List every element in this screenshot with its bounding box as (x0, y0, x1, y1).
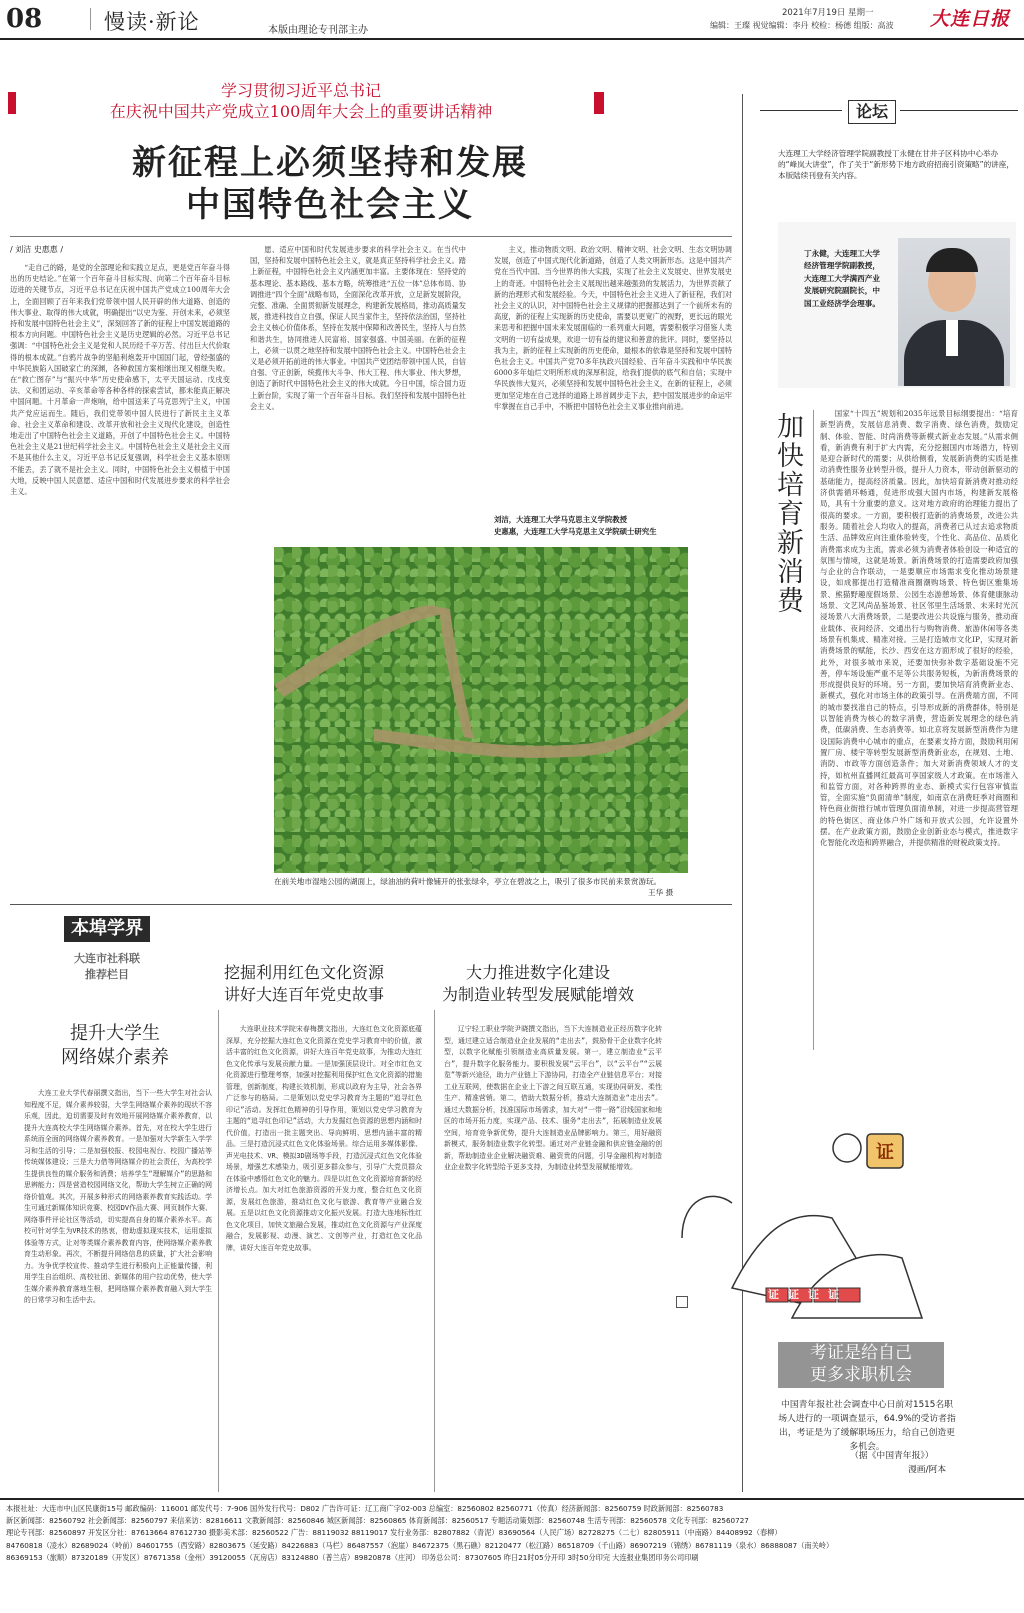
banner-line-1: 学习贯彻习近平总书记 (220, 81, 381, 100)
cartoon-text: 中国青年报社社会调查中心日前对1515名职场人进行的一项调查显示，64.9%的受访者指出，考证是为了缓解职场压力，给自己创造更多机会。 (778, 1400, 956, 1452)
lotus-photo (274, 547, 688, 873)
article-2-paragraph: 大连职业技术学院宋春梅撰文指出，大连红色文化资源底蕴深厚，充分挖掘大连红色文化资源在党史学习教育中的价值，激活丰富的红色文化资源，讲好大连百年党史故事，为推动大连红色文化传承与发展贡献力量。一是加强顶层设计。对全市红色文化资源进行整理考察，加强对挖掘利用保护红色文化资源的措施管理，创新制度，构建长效机制，形成以政府为主导，社会各界广泛参与的格局。二是策划以党史学习教育为主题的“追寻红色印记”活动。发挥红色精神的引导作用，策划以党史学习教育为主题的“追寻红色印记”活动，大力发掘红色资源的思想内涵和时代价值，打造出一批主题突出、导向鲜明、思想内涵丰富的精品。三是打造沉浸式红色文化体验场景。综合运用多媒体影像、声光电技术、VR、模拟3D剧场等手段，打造沉浸式红色文化体验场景，增强艺术感染力，吸引更多群众参与，引导广大党员群众在体验中感悟红色文化的魅力。四是以红色文化资源培育新的经济增长点。加大对红色旅游资源的开发力度，整合红色文化资源，发展红色旅游，推动红色文化与旅游、教育等产业融合发展。五是以红色文化资源推动文化振兴发展。打造大连地标性红色文化项目，加快文旅融合发展，推动红色文化资源与产业深度融合，发展影视、动漫、演艺、文创等产业，打造红色文化品牌，讲好大连百年党史故事。 (226, 1025, 422, 1252)
cartoon-headline-box (778, 1342, 944, 1388)
cartoon-credit: 漫画/阿本 (908, 1465, 947, 1475)
issue-date: 2021年7月19日 星期一 (782, 8, 874, 18)
article-3-title-line-2: 为制造业转型发展赋能增效 (441, 985, 634, 1004)
lead-paragraph-col1: “走自己的路，是党的全部理论和实践立足点，更是党百年奋斗得出的历史结论。”在第一个百年奋斗目标实现、向第二个百年奋斗目标迈进的关键节点，习近平总书记在庆祝中国共产党成立100周年大会上，全面回顾了百年来我们党带领中国人民开辟的伟大道路、创造的伟大事业、取得的伟大成就，明确提出“以史为鉴、开创未来，必须坚持和发展中国特色社会主义”，深刻回答了新的征程上中国发展道路的根本方向问题。中国特色社会主义是历史逻辑的必然。习近平总书记强调：“中国特色社会主义是党和人民历经千辛万苦、付出巨大代价取得的根本成就。”自鸦片战争的坚船利炮轰开中国国门起，曾经强盛的中华民族陷入国破家亡的深渊，各种救国方案相继出现又相继失败。在“救亡图存”与“振兴中华”历史使命感下，太平天国运动、戊戌变法、义和团运动、辛亥革命等各种各样的探索尝试，都未能真正解决中国问题。十月革命一声炮响，给中国送来了马克思列宁主义，中国共产党应运而生。随后，我们党带领中国人民进行了新民主主义革命、社会主义革命和建设、改革开放和社会主义现代化建设，创造性地走出了中国特色社会主义道路，开创了中国特色社会主义。中国特色社会主义是21世纪科学社会主义。中国特色社会主义是社会主义而不是其他什么主义，习近平总书记反复强调，科学社会主义基本原则不能丢，丢了就不是社会主义。同时，中国特色社会主义根植于中国大地，反映中国人民意愿、适应中国和时代发展进步要求的科学社会主义。 (10, 263, 230, 497)
article-1-body (24, 1088, 212, 1492)
lead-author-1: 刘洁，大连理工大学马克思主义学院教授 (494, 515, 628, 524)
footer-line-2: 新区新闻部：82560792 社会新闻部：82560797 来信来访：82816611 文教新闻部：82560846 城区新闻部：82560865 体育新闻部：82560517 专题活动策划部：82560748 生活专刊部：82560578 文化专刊部：82560727 (6, 1516, 749, 1526)
article-3-paragraph: 辽宁轻工职业学院尹晓撰文指出，当下大连制造业正经历数字化转型，通过建立适合制造业企业发展的“走出去”，鼓励骨干企业数字化转型，以数字化赋能引领制造业高质量发展。第一，建立制造业“云平台”，提升数字化服务能力。要积极发展“云平台”，以“云平台”“云展览”等新兴途径，助力产业链上下游协同，打造全产业链信息平台；对接工业互联网，使数据在企业上下游之间互联互通，实现协同研发、柔性生产、精准营销。第二，借助大数据分析，推动大连制造业“走出去”。通过大数据分析，找准国际市场需求，加大对“一带一路”沿线国家和地区的市场开拓力度，实现产品、技术、服务“走出去”，拓展制造业发展空间，培育竞争新优势，提升大连制造业品牌影响力。第三，用好融资新模式，服务制造业数字化转型。通过对产业链金融和供应链金融的创新，帮助制造业企业解决融资难、融资贵的问题，引导金融机构对制造业企业数字化转型给予更多支持，为制造业转型发展赋能增效。 (444, 1025, 662, 1171)
cartoon-title-line-2: 更多求职机会 (810, 1365, 912, 1385)
article-3-body (444, 1024, 662, 1492)
article-3-title (420, 962, 656, 1006)
boardwalk-illustration (274, 547, 688, 873)
lead-headline (60, 142, 600, 226)
editors-line: 编辑：王璨 视觉编辑：李丹 校检：杨德 组版：高波 (710, 21, 894, 30)
luntan-paragraph: 国家“十四五”规划和2035年远景目标纲要提出：“培育新型消费，发展信息消费、数字消费、绿色消费，鼓励定制、体验、智能、时尚消费等新模式新业态发展。”从需求侧看，新消费有利于扩大内需，充分挖掘国内市场潜力，特别是迎合新时代的需要；从供给侧看，发展新消费的实质是推动消费性服务业转型升级，提升人力资本，带动创新驱动的基础能力，提高经济质量。因此，加快培育新消费对推动经济供需循环畅通，促进形成强大国内市场，构建新发展格局，具有十分重要的意义。这对地方政府的治理能力提出了很高的要求。一方面，要积极打造新的消费场景，改进公共服务。随着社会人均收入的提高，消费者已从过去追求物质生活、品牌效应向注重体验转变，个性化、高品位、品质化消费需求成为主流，需求必须为消费者体验创设一种适宜的氛围与情境，这就是场景。新消费场景的打造需要政府加强与企业的合作联动，一是要顺应市场需求变化推动场景建设，如成都提出打造精准商圈潮购场景、特色街区雅集场景、熊猫野趣度假场景、公园生态游憩场景、体育健康脉动场景、文艺风尚品鉴场景、社区邻里生活场景、未来时光沉浸场景八大消费场景，二是要改进公共设施与服务，推动商业载体、夜间经济、交通出行与购物消费、旅游休闲等各类场景有机集成、精准对接。三是打造城市文化IP，实现对新消费场景的赋能，长沙、西安在这方面形成了很好的经验，此外，对很多城市来说，还要加快弥补数字基础设施不完善，停车场设施严重不足等公共服务短板，为新消费场景的形成提供良好的环境。另一方面，要加快培育消费新业态、新模式，强化对市场主体的政策引导。在消费端方面，不同的城市要找准自己的特点，引导形成新的消费群体，特别是以智能消费为核心的数字消费，营造新发展理念的绿色消费，低碳消费、生态消费等。如北京将发展新型消费作为建设国际消费中心城市的重点，在要素支持方面，鼓励利用闲置厂房、楼宇等转型发展新型消费新业态，在规划、土地、消防、市政等方面创造条件；加大对新消费领域人才的支持，如杭州直播网红最高可享国家级人才政策。在市场准入和监管方面，对各种跨界的业态、新模式实行包容审慎监管，全面实施“负面清单”制度，如南京在消费旺季对商圈和特色商业街推行城市管理负面清单制，对进一步提高营管理的特色街区、商业体户外广场和开放式公园，允许设置外摆。在产业政策方面，鼓励企业创新业态与模式，推进数字化智能化改造和跨界融合，并提供精准的财税政策支持。 (820, 409, 1018, 848)
lead-title-line-2: 中国特色社会主义 (186, 185, 474, 225)
profile-box (778, 222, 1016, 388)
luntan-intro: 大连理工大学经济管理学院副教授丁永健在甘井子区科协中心举办的“峰岚大讲堂”，作了关于“新形势下地方政府招商引资策略”的讲座，本版陆续刊登有关内容。 (778, 149, 1014, 180)
profile-text: 丁永健，大连理工大学经济管理学院副教授，大连理工大学满西产业发展研究院副院长，中国工业经济学会理事。 (804, 249, 880, 308)
lead-author-2: 史惠惠，大连理工大学马克思主义学院硕士研究生 (494, 527, 657, 536)
footer (6, 1503, 1018, 1564)
photo-caption: 在前关地市湿地公园的湖面上，绿油油的荷叶像铺开的张张绿伞，亭立在碧波之上，吸引了很多市民前来景赏游玩。 (274, 877, 662, 886)
article-1-title-line-1: 提升大学生 (70, 1023, 160, 1044)
cartoon-panel (672, 1108, 1018, 1330)
lead-byline: / 刘洁 史惠惠 / (10, 245, 64, 254)
photo-credit: 王华 摄 (648, 888, 674, 897)
section-title: 慢读·新论 (104, 10, 200, 34)
footer-line-3: 理论专刊部：82560897 开发区分社：87613664 87612730 摄影美术部：82560522 广告：88119032 88119017 发行业务部：82807882（青泥）83690564（人民广场）82728275（二七）82805911（中南路）84408992（春柳） (6, 1528, 782, 1538)
sponsor-note: 本版由理论专刊部主办 (268, 25, 368, 36)
footer-line-1: 本报社址：大连市中山区民康街15号 邮政编码：116001 邮发代号：7-906 国外发行代号：D802 广告许可证：辽工商广字02-003 总编室：82560802 82560771（传真）经济新闻部：82560759 时政新闻部：82560783 (6, 1504, 724, 1513)
lead-column-2 (250, 244, 466, 536)
article-2-title-line-2: 讲好大连百年党史故事 (223, 985, 384, 1004)
cartoon-title-line-1: 考证是给自己 (810, 1343, 912, 1363)
portrait-photo (898, 238, 1010, 386)
luntan-box (848, 100, 896, 124)
lead-paragraph-col2: 愿、适应中国和时代发展进步要求的科学社会主义。在当代中国，坚持和发展中国特色社会主义，就是真正坚持科学社会主义。踏上新征程，中国特色社会主义内涵更加丰富。主要体现在：坚持党的基本理论、基本路线、基本方略，统筹推进“五位一体”总体布局、协调推进“四个全面”战略布局，全面深化改革开放，立足新发展阶段，完整、准确、全面贯彻新发展理念，构建新发展格局，推动高质量发展，推进科技自立自强，保证人民当家作主，坚持依法治国，坚持社会主义核心价值体系，坚持在发展中保障和改善民生，坚持人与自然和谐共生，协同推进人民富裕、国家强盛、中国美丽。在新的征程上，必须一以贯之地坚持和发展中国特色社会主义。中国特色社会主义是必须开拓前进的伟大事业。中国共产党团结带领中国人民，自信自强、守正创新，统揽伟大斗争、伟大工程、伟大事业、伟大梦想，创造了新时代中国特色社会主义的伟大成就。今日中国，综合国力迈上新台阶，实现了第一个百年奋斗目标。我们坚持和发展中国特色社会主义。 (250, 245, 466, 411)
luntan-label: 论坛 (855, 102, 888, 121)
footer-line-4: 84760818（凌水）82689024（岭前）84601755（西安路）82803675（延安路）84226883（马栏）86487557（泡崖）84672375（黑石礁）82120477（松江路）86518709（千山路）86907219（锦绣）86781119（泉水）86888087（南关岭） (6, 1540, 834, 1550)
luntan-title: 加快培育新消费 (772, 412, 803, 615)
newspaper-logo: 大连日报 (930, 8, 1011, 30)
bencao-title: 本埠学界 (71, 918, 143, 939)
bencao-sub-1: 大连市社科联 (74, 952, 140, 965)
article-1-title (30, 1022, 200, 1070)
footer-line-5: 86369153（旅顺）87320189（开发区）87671358（金州）39120055（瓦房店）83124880（普兰店）89820878（庄河） 印务总公司：87307605 昨日21时05分开印 3时50分印完 大连报业集团印务公司印刷 (6, 1552, 699, 1562)
cartoon-source: （据《中国青年报》） (850, 1451, 934, 1461)
cartoon-cert-tags: 证证证证 (768, 1288, 848, 1301)
cartoon-bubble-text: 证 (876, 1142, 894, 1163)
expand-icon (676, 1296, 688, 1308)
article-1-paragraph: 大连工业大学代春丽撰文指出，当下一些大学生对社会认知程度不足，媒介素养较弱，大学生网络媒介素养的现状不容乐观，因此，迫切需要及时有效地开展网络媒介素养教育，以提升大连高校大学生网络媒介素养。首先，对在校大学生进行系统而全面的网络媒介素养教育。一是加强对大学新生入学学习和生活的引导；二是加强校报、校园电视台、校园广播站等传统媒体建设；三是大力借等网络媒介的社会责任，为高校学生提供良性的媒介服务和消费；培养学生“理解媒介”的思路和思辨能力；四是营造校园网络文化，帮助大学生树立正确的网络价值观。其次，开展多种形式的网络素养教育实践活动。学生可通过新媒体知识竞赛、校园DV作品大赛、网页制作大赛、网络事件评论社区等活动，切实提高自身的媒介素养水平。高校可针对学生为VR技术的热衷，借助虚拟现实技术，运用虚拟体验等方式，让对等类媒介素养教育内容，使网络媒介素养教育生动形象。再次，不断提升网络信息的质量，扩大社会影响力。为争优学校宣传、推动学生进行积极向上正能量传播，利用学生自治组织、高校社团、新媒体的用户拉动优势，使大学生媒介素养教育落地生根，把网络媒介素养教育融入到大学生的日常学习和生活中去。 (24, 1089, 212, 1304)
article-2-title (204, 962, 404, 1006)
lead-column-1 (10, 262, 230, 886)
luntan-body (820, 408, 1018, 1100)
banner-line-2: 在庆祝中国共产党成立100周年大会上的重要讲话精神 (109, 102, 493, 121)
lead-paragraph-col3: 主义，推动物质文明、政治文明、精神文明、社会文明、生态文明协调发展，创造了中国式现代化新道路，创造了人类文明新形态。这是中国共产党在当代中国、当今世界的伟大实践，实现了社会主义发展史、世界发展史上的奇迹。中国特色社会主义展现出越来越强劲的发展活力，为世界贡献了新的治理形式和发展经验。今天，中国特色社会主义进入了新征程，我们对社会主义的认识，对中国特色社会主义规律的把握都达到了一个前所未有的高度，新的征程上实现新的历史使命，需要以更宽广的视野，更长远的眼光来思考和把握中国未来发展面临的一系列重大问题，需要积极学习借鉴人类文明的一切有益成果，欢迎一切有益的建议和善意的批评。同时，要坚持以我为主，新的征程上实现新的历史使命，最根本的依靠是坚持和发展中国特色社会主义。中国共产党70多年执政兴国经验、百年奋斗实践和中华民族6000多年灿烂文明所形成的深厚积淀，给我们提供的底气和自信；实现中华民族伟大复兴，必须坚持和发展中国特色社会主义，在新的征程上，必须更加坚定地在自己选择的道路上昂首阔步走下去，把中国发展进步的命运牢牢掌握在自己手中，不断把中国特色社会主义事业推向前进。 (494, 245, 732, 411)
bencao-sub-2: 推荐栏目 (85, 968, 129, 981)
lead-column-3 (494, 244, 732, 508)
bencao-badge (64, 916, 150, 942)
article-2-body (226, 1024, 422, 1492)
article-1-title-line-2: 网络媒介素养 (61, 1047, 169, 1068)
theme-banner (8, 78, 594, 124)
lead-title-line-1: 新征程上必须坚持和发展 (132, 143, 528, 183)
masthead (0, 0, 1024, 38)
article-3-title-line-1: 大力推进数字化建设 (465, 963, 610, 982)
article-2-title-line-1: 挖掘利用红色文化资源 (223, 963, 384, 982)
page-number: 08 (6, 4, 43, 34)
